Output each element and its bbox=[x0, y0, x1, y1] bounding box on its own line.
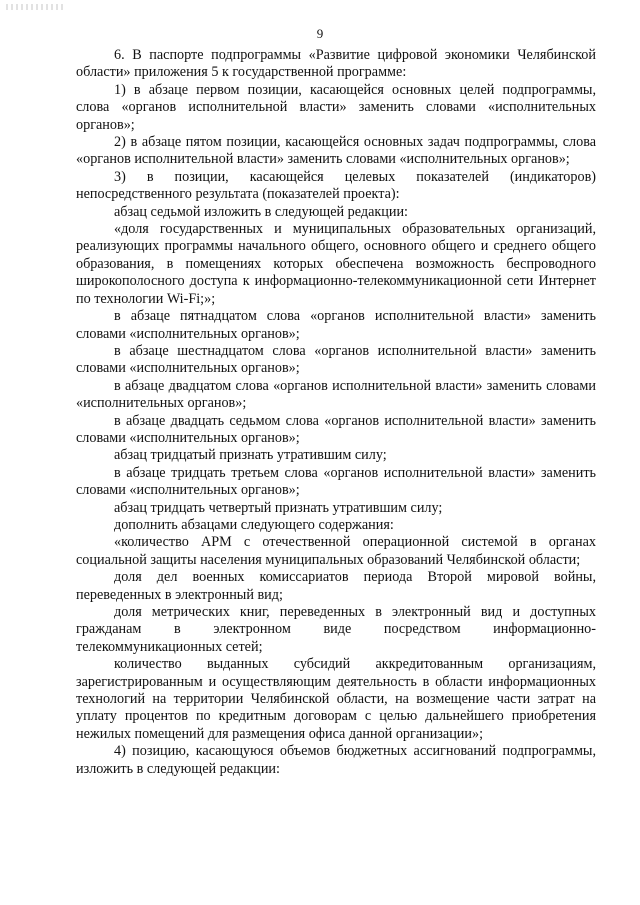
paragraph-quoted-wifi: «доля государственных и муниципальных образовательных организаций, реализующих программы начального общего, основного общего и среднего общего образования, в помещениях которых обеспечена возможность беспроводного широкополосного доступа к информационно-телекоммуникационной сети Интернет по технологии Wi-Fi;»; bbox=[76, 221, 596, 307]
paragraph-arm-count: «количество АРМ с отечественной операционной системой в органах социальной защиты населения муниципальных образований Челябинской области; bbox=[76, 534, 596, 568]
paragraph-subitem-1: 1) в абзаце первом позиции, касающейся основных целей подпрограммы, слова «органов исполнительной власти» заменить словами «исполнительных органов»; bbox=[76, 81, 596, 133]
scan-artifact bbox=[6, 4, 66, 10]
paragraph-abzac-30: абзац тридцатый признать утратившим силу; bbox=[114, 447, 387, 464]
paragraph-abzac-7-intro: абзац седьмой изложить в следующей редакции: bbox=[114, 203, 409, 220]
paragraph-abzac-34: абзац тридцать четвертый признать утратившим силу; bbox=[114, 499, 443, 516]
paragraph-military-files: доля дел военных комиссариатов периода Второй мировой войны, переведенных в электронный вид; bbox=[76, 569, 596, 603]
document-body bbox=[76, 47, 596, 778]
paragraph-abzac-33: в абзаце тридцать третьем слова «органов исполнительной власти» заменить словами «исполнительных органов»; bbox=[76, 464, 596, 499]
paragraph-subsidies: количество выданных субсидий аккредитованным организациям, зарегистрированным и осуществляющим деятельность в области информационных технологий на территории Челябинской области, на возмещение части затрат на уплату процентов по кредитным договорам с целью дальнейшего приобретения нежилых помещений для размещения офиса данной организации»; bbox=[76, 656, 596, 742]
paragraph-add-intro: дополнить абзацами следующего содержания: bbox=[114, 516, 394, 533]
page-number: 9 bbox=[316, 26, 324, 41]
paragraph-item-6: 6. В паспорте подпрограммы «Развитие цифровой экономики Челябинской области» приложения 5 к государственной программе: bbox=[76, 47, 596, 81]
paragraph-subitem-4: 4) позицию, касающуюся объемов бюджетных ассигнований подпрограммы, изложить в следующей редакции: bbox=[76, 743, 596, 777]
paragraph-abzac-15: в абзаце пятнадцатом слова «органов исполнительной власти» заменить словами «исполнительных органов»; bbox=[76, 308, 596, 342]
paragraph-subitem-2: 2) в абзаце пятом позиции, касающейся основных задач подпрограммы, слова «органов исполнительной власти» заменить словами «исполнительных органов»; bbox=[76, 134, 596, 168]
paragraph-abzac-27: в абзаце двадцать седьмом слова «органов исполнительной власти» заменить словами «исполнительных органов»; bbox=[76, 412, 596, 446]
paragraph-subitem-3: 3) в позиции, касающейся целевых показателей (индикаторов) непосредственного результата (показателей проекта): bbox=[76, 168, 596, 203]
paragraph-metric-books: доля метрических книг, переведенных в электронный вид и доступных гражданам в электронном виде посредством информационно-телекоммуникационных сетей; bbox=[76, 604, 596, 655]
paragraph-abzac-16: в абзаце шестнадцатом слова «органов исполнительной власти» заменить словами «исполнительных органов»; bbox=[76, 342, 596, 377]
paragraph-abzac-20: в абзаце двадцатом слова «органов исполнительной власти» заменить словами «исполнительных органов»; bbox=[76, 377, 596, 412]
